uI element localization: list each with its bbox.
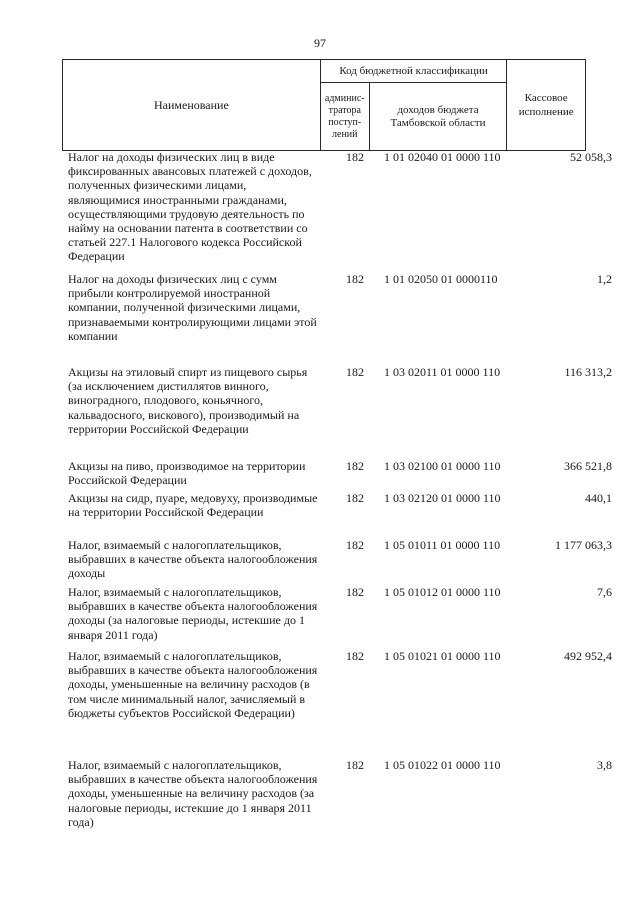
- row-name: Налог, взимаемый с налогоплательщиков, выбравших в качестве объекта налогообложения доходы, уменьшенные на величину расходов (в том числе минимальный налог, зачисляемый в бюджеты субъектов Российской Федерации): [68, 649, 318, 720]
- row-admin: 182: [346, 585, 364, 599]
- row-amount: 52 058,3: [570, 150, 612, 164]
- row-name: Налог, взимаемый с налогоплательщиков, выбравших в качестве объекта налогообложения доходы, уменьшенные на величину расходов (за налоговые периоды, истекшие до 1 января 2011 года): [68, 758, 318, 829]
- table-row: [0, 538, 640, 585]
- row-admin: 182: [346, 272, 364, 286]
- row-amount: 366 521,8: [564, 459, 612, 473]
- table-row: [0, 585, 640, 649]
- row-name: Акцизы на сидр, пуаре, медовуху, производимые на территории Российской Федерации: [68, 491, 318, 520]
- row-code: 1 05 01011 01 0000 110: [384, 538, 501, 552]
- row-amount: 116 313,2: [564, 365, 612, 379]
- header-admin: админис-тратора поступ-лений: [320, 83, 369, 151]
- header-income: доходов бюджета Тамбовской области: [369, 83, 507, 151]
- row-admin: 182: [346, 758, 364, 772]
- row-code: 1 03 02100 01 0000 110: [384, 459, 501, 473]
- row-name: Налог на доходы физических лиц в виде фиксированных авансовых платежей с доходов, полученных физическими лицами, являющимися иностранными гражданами, осуществляющими трудовую деятельность по найму на основании патента в соответствии со статьей 227.1 Налогового кодекса Российской Федерации: [68, 150, 312, 264]
- page-number: 97: [314, 36, 326, 50]
- row-name: Акцизы на этиловый спирт из пищевого сырья (за исключением дистиллятов винного, виноградного, плодового, коньячного, кальвадосного, вискового), производимый на территории Российской Федерации: [68, 365, 308, 436]
- table-row: [0, 272, 640, 365]
- row-admin: 182: [346, 459, 364, 473]
- row-name: Акцизы на пиво, производимое на территории Российской Федерации: [68, 459, 306, 488]
- row-code: 1 05 01022 01 0000 110: [384, 758, 501, 772]
- row-admin: 182: [346, 365, 364, 379]
- row-amount: 3,8: [597, 758, 612, 772]
- table-row: [0, 150, 640, 272]
- row-code: 1 05 01012 01 0000 110: [384, 585, 501, 599]
- table-row: [0, 649, 640, 758]
- row-name: Налог, взимаемый с налогоплательщиков, выбравших в качестве объекта налогообложения доходы: [68, 538, 318, 581]
- header-code-group: Код бюджетной классификации: [320, 60, 507, 83]
- table-row: [0, 758, 640, 852]
- row-amount: 492 952,4: [564, 649, 612, 663]
- table-row: [0, 491, 640, 538]
- header-name: Наименование: [63, 60, 321, 151]
- row-code: 1 05 01021 01 0000 110: [384, 649, 501, 663]
- table-row: [0, 365, 640, 459]
- row-amount: 440,1: [585, 491, 612, 505]
- row-amount: 1 177 063,3: [555, 538, 612, 552]
- row-name: Налог на доходы физических лиц с сумм прибыли контролируемой иностранной компании, полученной физическими лицами, признаваемыми контролирующими лицами этой компании: [68, 272, 317, 343]
- table-body: [0, 150, 640, 852]
- row-name: Налог, взимаемый с налогоплательщиков, выбравших в качестве объекта налогообложения доходы (за налоговые периоды, истекшие до 1 января 2011 года): [68, 585, 318, 642]
- row-admin: 182: [346, 491, 364, 505]
- row-code: 1 01 02050 01 0000110: [384, 272, 498, 286]
- table-row: [0, 459, 640, 491]
- row-code: 1 03 02120 01 0000 110: [384, 491, 501, 505]
- row-admin: 182: [346, 649, 364, 663]
- row-amount: 1,2: [597, 272, 612, 286]
- row-amount: 7,6: [597, 585, 612, 599]
- table-header: [62, 59, 586, 151]
- row-code: 1 03 02011 01 0000 110: [384, 365, 501, 379]
- row-admin: 182: [346, 538, 364, 552]
- row-code: 1 01 02040 01 0000 110: [384, 150, 501, 164]
- row-admin: 182: [346, 150, 364, 164]
- header-cash: Кассовое исполнение: [507, 60, 586, 151]
